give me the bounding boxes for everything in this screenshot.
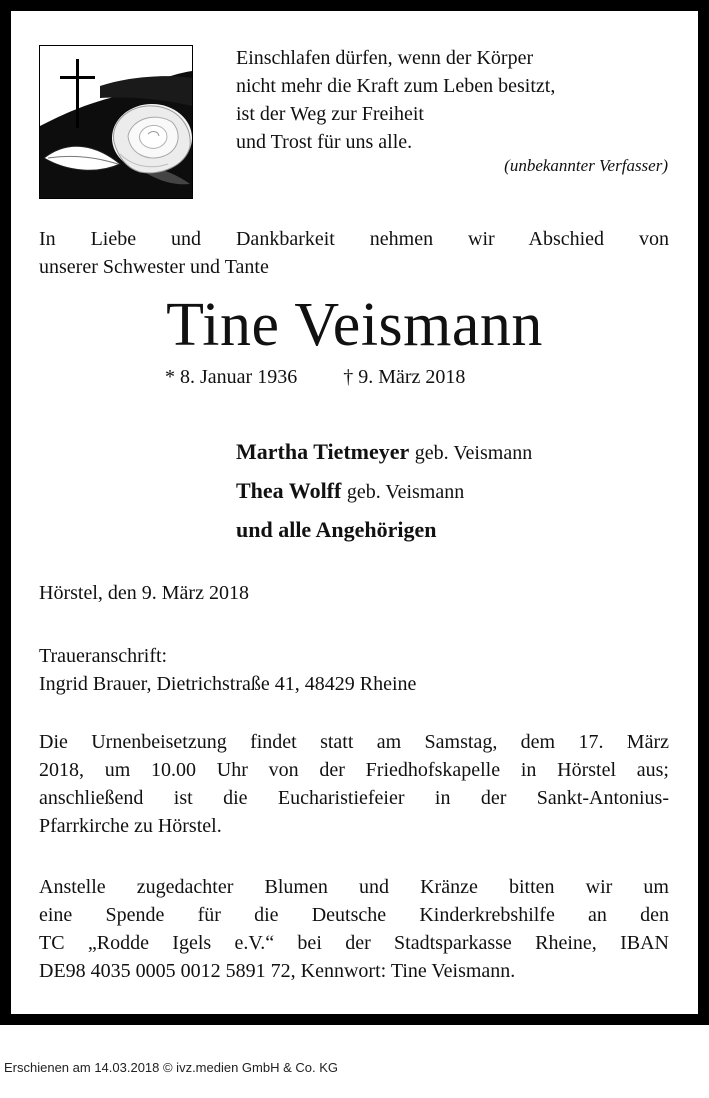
mourner-note: geb. Veismann [346, 481, 465, 503]
intro-line: In Liebe und Dankbarkeit nehmen wir Abschied von [39, 228, 669, 250]
poem [236, 44, 676, 156]
donation-line: Anstelle zugedachter Blumen und Kränze bitten wir um [39, 876, 669, 898]
mourner-row [236, 511, 532, 548]
donation-info [39, 873, 669, 985]
address-value: Ingrid Brauer, Dietrichstraße 41, 48429 Rheine [39, 673, 417, 695]
poem-line: und Trost für uns alle. [236, 131, 413, 153]
poem-author: (unbekannter Verfasser) [504, 156, 668, 175]
poem-line: Einschlafen dürfen, wenn der Körper [236, 47, 534, 69]
address-label: Traueranschrift: [39, 645, 168, 667]
rose-icon [40, 46, 192, 198]
burial-info [39, 728, 669, 840]
mourners-list [236, 433, 532, 548]
address-block [39, 642, 669, 698]
donation-line: eine Spende für die Deutsche Kinderkrebshilfe an den [39, 904, 669, 926]
intro-line: unserer Schwester und Tante [39, 256, 269, 278]
cross-rose-image [39, 45, 193, 199]
poem-line: ist der Weg zur Freiheit [236, 103, 424, 125]
burial-line: Die Urnenbeisetzung findet statt am Samstag, dem 17. März [39, 731, 669, 753]
life-dates [165, 362, 465, 392]
intro-text [39, 225, 669, 281]
mourner-name: Martha Tietmeyer [236, 439, 410, 464]
place-date: Hörstel, den 9. März 2018 [39, 582, 249, 604]
mourner-name: und alle Angehörigen [236, 517, 437, 542]
poem-line: nicht mehr die Kraft zum Leben besitzt, [236, 75, 556, 97]
publication-footer: Erschienen am 14.03.2018 © ivz.medien GmbH & Co. KG [4, 1060, 339, 1075]
burial-line: anschließend ist die Eucharistiefeier in der Sankt-Antonius- [39, 787, 669, 809]
deceased-name: Tine Veismann [166, 291, 543, 359]
burial-line: 2018, um 10.00 Uhr von der Friedhofskapelle in Hörstel aus; [39, 759, 669, 781]
mourner-row [236, 472, 532, 511]
burial-line: Pfarrkirche zu Hörstel. [39, 815, 222, 837]
birth-date: * 8. Januar 1936 [165, 366, 298, 388]
mourner-name: Thea Wolff [236, 478, 342, 503]
death-date: † 9. März 2018 [343, 366, 466, 388]
donation-line: TC „Rodde Igels e.V.“ bei der Stadtsparkasse Rheine, IBAN [39, 932, 669, 954]
mourner-note: geb. Veismann [414, 442, 533, 464]
mourner-row [236, 433, 532, 472]
donation-line: DE98 4035 0005 0012 5891 72, Kennwort: Tine Veismann. [39, 960, 516, 982]
